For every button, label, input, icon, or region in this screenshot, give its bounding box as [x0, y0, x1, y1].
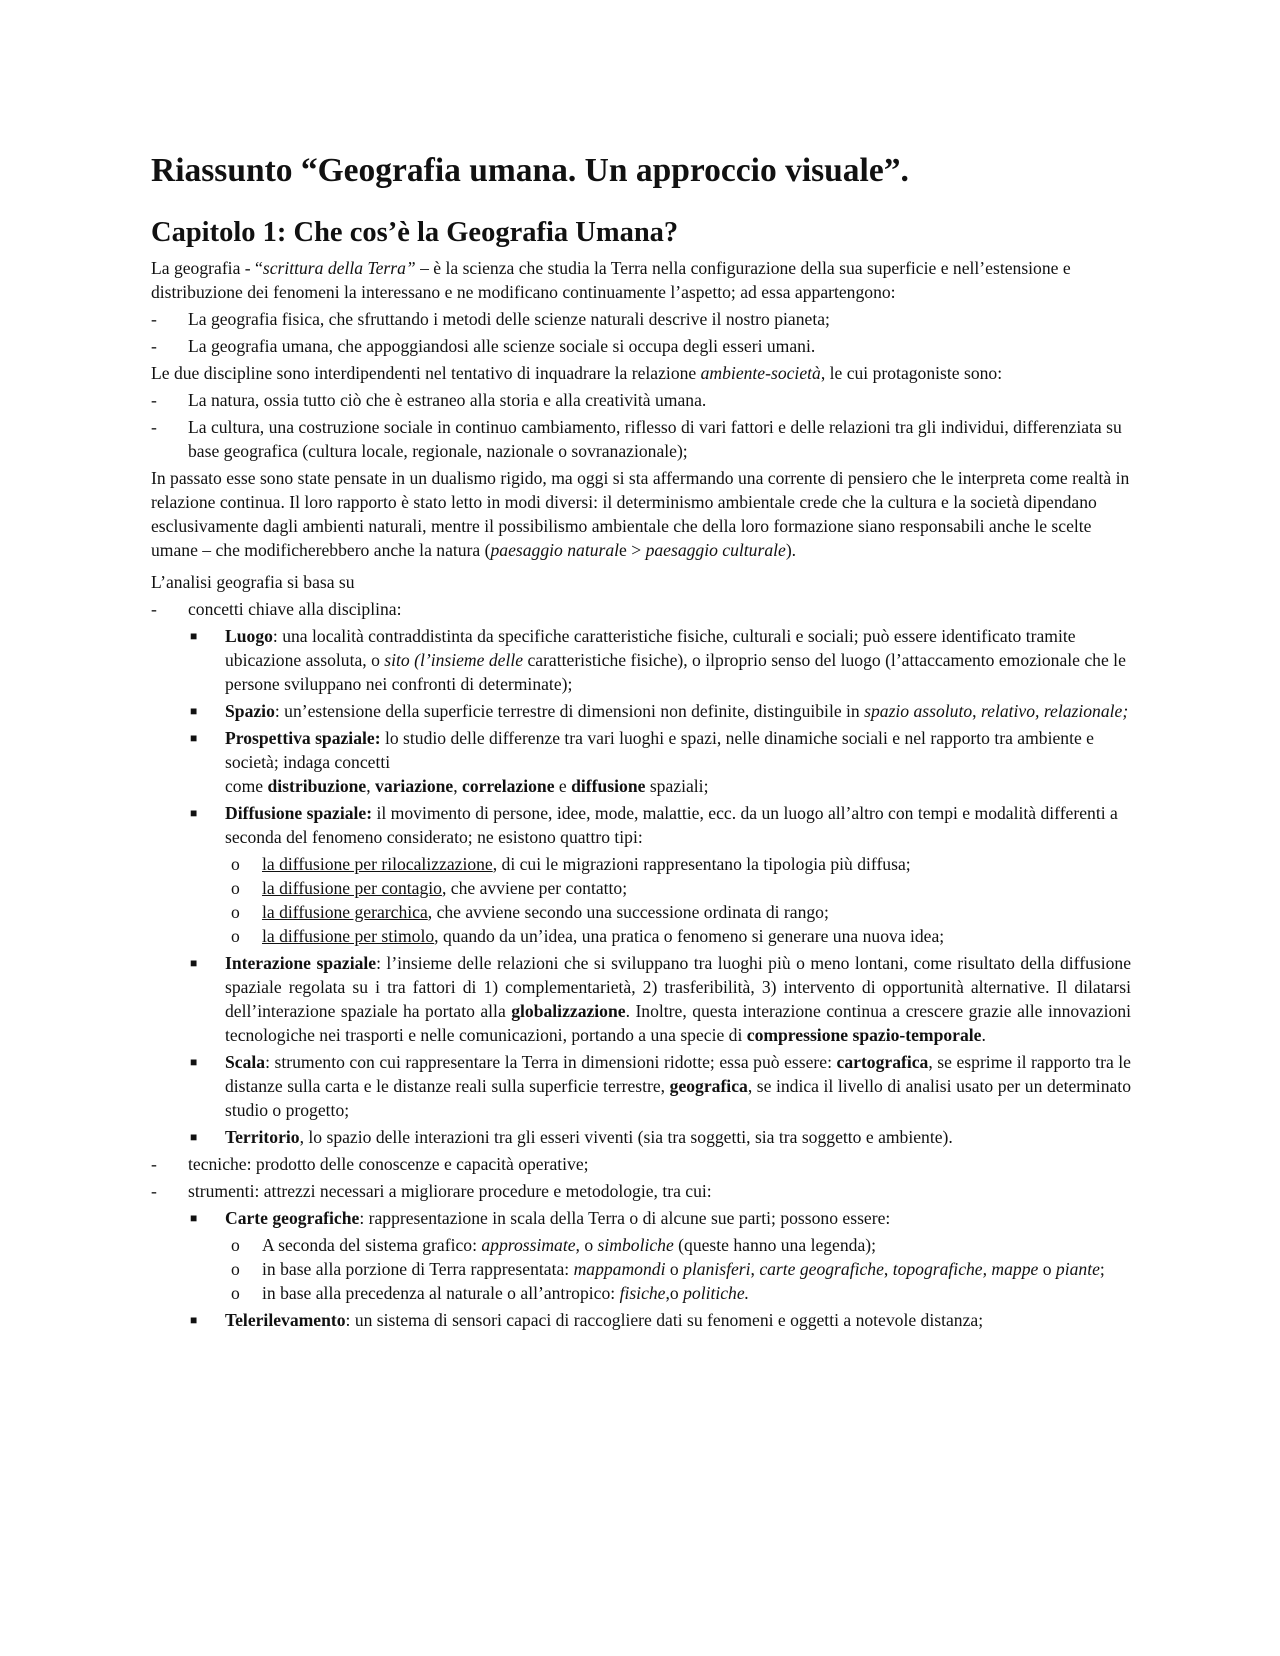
document-content: [151, 148, 1131, 1335]
dash-marker: -: [151, 309, 157, 329]
square-bullet-icon: ■: [190, 731, 198, 745]
concept-territorio: ■ Territorio, lo spazio delle interazioni tra gli esseri viventi (sia tra soggetti, sia tra soggetto e ambiente).: [190, 1127, 953, 1147]
concept-spazio: ■ Spazio: un’estensione della superficie terrestre di dimensioni non definite, distinguibile in spazio assoluto, relativo, relazionale;: [190, 701, 1129, 721]
dash-marker: -: [151, 1154, 157, 1174]
relation-paragraph: Le due discipline sono interdipendenti nel tentativo di inquadrare la relazione ambiente-società, le cui protagoniste sono:: [151, 363, 1003, 383]
circle-bullet-icon: o: [231, 926, 240, 946]
concept-diffusione: ■ Diffusione spaziale: il movimento di persone, idee, mode, malattie, ecc. da un luogo all’altro con tempi e modalità differenti a seconda del fenomeno considerato; ne esistono quattro tipi:: [190, 803, 1118, 847]
dash-marker: -: [151, 417, 157, 437]
diffusion-types-list: [225, 852, 1131, 948]
list-item: - La cultura, una costruzione sociale in continuo cambiamento, riflesso di vari fattori e delle relazioni tra gli individui, differenziata su base geografica (cultura locale, regionale, nazionale o sovranazionale);: [151, 417, 1122, 461]
dash-marker: -: [151, 1181, 157, 1201]
list-item: - concetti chiave alla disciplina:: [151, 599, 402, 619]
tools-list: [188, 1206, 1131, 1332]
concept-scala: ■ Scala: strumento con cui rappresentare la Terra in dimensioni ridotte; essa può essere: cartografica, se esprime il rapporto tra le distanze sulla carta e le distanze reali sulla superficie terrestre, geografica, se indica il livello di analisi usato per un determinato studio o progetto;: [190, 1052, 1131, 1120]
list-item: o la diffusione per rilocalizzazione, di cui le migrazioni rappresentano la tipologia più diffusa;: [231, 854, 911, 874]
list-item: - La geografia fisica, che sfruttando i metodi delle scienze naturali descrive il nostro pianeta;: [151, 309, 830, 329]
dash-marker: -: [151, 599, 157, 619]
square-bullet-icon: ■: [190, 704, 198, 718]
concept-prospettiva: ■ Prospettiva spaziale: lo studio delle differenze tra vari luoghi e spazi, nelle dinamiche sociali e nel rapporto tra ambiente e società; indaga concetti come distribuzione, variazione, correlazione e diffusione spaziali;: [190, 728, 1094, 796]
circle-bullet-icon: o: [231, 1259, 240, 1279]
list-item: - La geografia umana, che appoggiandosi alle scienze sociale si occupa degli esseri umani.: [151, 336, 816, 356]
tool-telerilevamento: ■ Telerilevamento: un sistema di sensori capaci di raccogliere dati su fenomeni e oggetti a notevole distanza;: [190, 1310, 984, 1330]
tool-carte-geografiche: ■ Carte geografiche: rappresentazione in scala della Terra o di alcune sue parti; possono essere:: [190, 1208, 891, 1228]
list-item: o in base alla precedenza al naturale o all’antropico: fisiche,o politiche.: [231, 1283, 750, 1303]
analysis-intro: L’analisi geografia si basa su: [151, 572, 355, 592]
square-bullet-icon: ■: [190, 629, 198, 643]
list-item: - La natura, ossia tutto ciò che è estraneo alla storia e alla creatività umana.: [151, 390, 707, 410]
list-item: o la diffusione per contagio, che avviene per contatto;: [231, 878, 628, 898]
list-item: o in base alla porzione di Terra rappresentata: mappamondi o planisferi, carte geografiche, topografiche, mappe o piante;: [231, 1259, 1105, 1279]
map-types-list: [225, 1233, 1131, 1305]
square-bullet-icon: ■: [190, 806, 198, 820]
concepts-list: [188, 624, 1131, 1149]
circle-bullet-icon: o: [231, 878, 240, 898]
square-bullet-icon: ■: [190, 1313, 198, 1327]
concept-interazione: ■ Interazione spaziale: l’insieme delle relazioni che si sviluppano tra luoghi più o meno lontani, come risultato della diffusione spaziale regolata su i tra fattori di 1) complementarietà, 2) trasferibilità, 3) intervento di opportunità alternative. Il dilatarsi dell’interazione spaziale ha portato alla globalizzazione. Inoltre, questa interazione continua a crescere grazie alle innovazioni tecnologiche nei trasporti e nelle comunicazioni, portando a una specie di compressione spazio-temporale.: [190, 953, 1132, 1045]
document-title: Riassunto “Geografia umana. Un approccio visuale”.: [151, 152, 909, 189]
square-bullet-icon: ■: [190, 956, 198, 970]
square-bullet-icon: ■: [190, 1211, 198, 1225]
past-paragraph: In passato esse sono state pensate in un dualismo rigido, ma oggi si sta affermando una corrente di pensiero che le interpreta come realtà in relazione continua. Il loro rapporto è stato letto in modi diversi: il determinismo ambientale crede che la cultura e la società dipendano esclusivamente dagli ambienti naturali, mentre il possibilismo ambientale che della loro formazione siano responsabili anche le scelte umane – che modificherebbero anche la natura (paesaggio naturale > paesaggio culturale).: [151, 468, 1130, 560]
list-item: o la diffusione per stimolo, quando da un’idea, una pratica o fenomeno si generare una nuova idea;: [231, 926, 945, 946]
intro-paragraph: La geografia - “scrittura della Terra” – è la scienza che studia la Terra nella configurazione della sua superficie e nell’estensione e distribuzione dei fenomeni la interessano e ne modificano continuamente l’aspetto; ad essa appartengono:: [151, 258, 1071, 302]
circle-bullet-icon: o: [231, 854, 240, 874]
list-item: o A seconda del sistema grafico: approssimate, o simboliche (queste hanno una legenda);: [231, 1235, 877, 1255]
list-item: - strumenti: attrezzi necessari a migliorare procedure e metodologie, tra cui:: [151, 1181, 712, 1201]
list-item: - tecniche: prodotto delle conoscenze e capacità operative;: [151, 1154, 589, 1174]
square-bullet-icon: ■: [190, 1130, 198, 1144]
dash-marker: -: [151, 336, 157, 356]
dash-marker: -: [151, 390, 157, 410]
circle-bullet-icon: o: [231, 1283, 240, 1303]
list-item: o la diffusione gerarchica, che avviene secondo una successione ordinata di rango;: [231, 902, 829, 922]
chapter-title: Capitolo 1: Che cos’è la Geografia Umana?: [151, 217, 679, 248]
circle-bullet-icon: o: [231, 1235, 240, 1255]
circle-bullet-icon: o: [231, 902, 240, 922]
concept-luogo: ■ Luogo: una località contraddistinta da specifiche caratteristiche fisiche, culturali e sociali; può essere identificato tramite ubicazione assoluta, o sito (l’insieme delle caratteristiche fisiche), o ilproprio senso del luogo (l’attaccamento emozionale che le persone sviluppano nei confronti di determinate);: [190, 626, 1126, 694]
square-bullet-icon: ■: [190, 1055, 198, 1069]
